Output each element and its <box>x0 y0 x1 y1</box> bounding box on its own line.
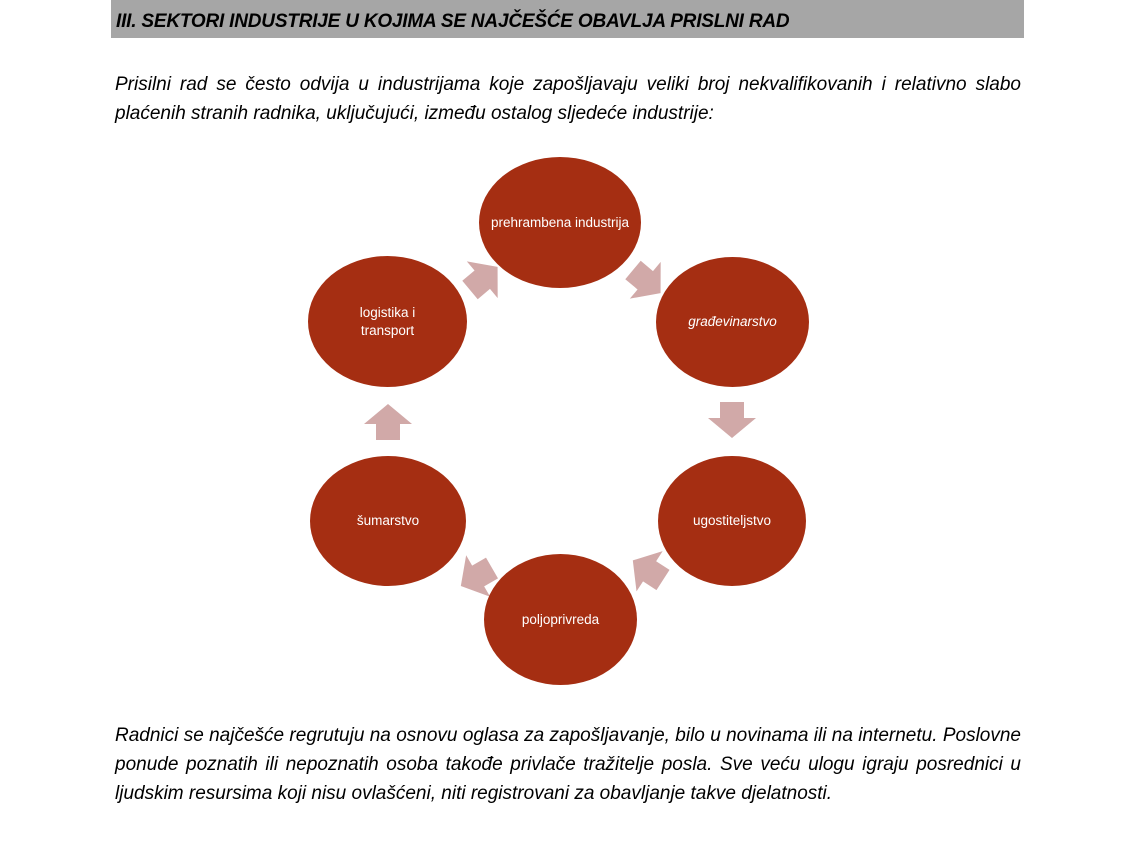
cycle-node-label: poljoprivreda <box>521 611 600 627</box>
intro-paragraph: Prisilni rad se često odvija u industrijama koje zapošljavaju veliki broj nekvalifikovanih i relativno slabo plaćenih stranih radnika, uključujući, između ostalog sljedeće industrije: <box>115 74 1021 124</box>
cycle-node-logistika-i-transport <box>308 256 467 387</box>
section-heading: III. SEKTORI INDUSTRIJE U KOJIMA SE NAJČEŠĆE OBAVLJA PRISLNI RAD <box>116 11 790 32</box>
cycle-node-ugostiteljstvo <box>658 456 806 586</box>
section-heading-bar <box>111 0 1024 38</box>
outro-paragraph: Radnici se najčešće regrutuju na osnovu oglasa za zapošljavanje, bilo u novinama ili na internetu. Poslovne ponude poznatih ili nepoznatih osoba takođe privlače tražitelje posla. Sve veću ulogu igraju posrednici u ljudskim resursima koji nisu ovlašćeni, niti registrovani za obavljanje takve djelatnosti. <box>115 725 1021 804</box>
cycle-node-prehrambena-industrija <box>479 157 641 288</box>
cycle-node-label: prehrambena industrija <box>490 214 630 230</box>
cycle-arrow-2 <box>708 402 756 438</box>
cycle-node-label: šumarstvo <box>356 513 420 528</box>
cycle-node-gradevinarstvo <box>656 257 809 387</box>
cycle-node-poljoprivreda <box>484 554 637 685</box>
cycle-arrow-5 <box>364 404 412 440</box>
cycle-node-label: ugostiteljstvo <box>692 513 772 528</box>
cycle-node-label: logistika i transport <box>359 304 416 338</box>
cycle-node-label: građevinarstvo <box>688 314 777 329</box>
cycle-node-sumarstvo <box>310 456 466 586</box>
